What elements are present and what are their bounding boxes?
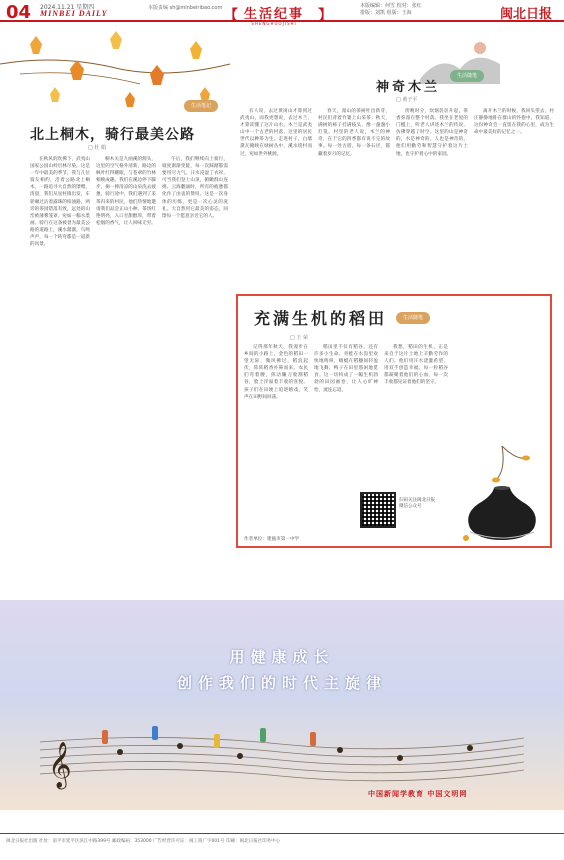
article1-text: 在秋风的吹拂下，武夷山国家公园山岭层林尽染。这是一年中最美的季节，我与几位骑友相约，沿着公路北上桐木，一路追寻大自然的馈赠。清晨，我们从星村镇出发，车轮碾过沾着露珠的柏油路，两旁的茶园错落有致，远处的山峦被薄雾笼罩，宛如一幅水墨画。骑行在这条被誉为最美公路的道路上，溪水潺潺，鸟鸣声声，每一个转弯都是一道新的风景。 <box>30 157 90 248</box>
ad-slogan: 创作我们的时代主旋律 <box>176 674 387 692</box>
page-header <box>0 0 564 26</box>
article1-text: 桐木关是九曲溪的源头，这里的空气格外清新，路边的枫叶红得耀眼，与苍翠的竹林相映成趣。我们在溪边停下脚步，掬一捧清凉的山泉洗去疲惫。骑行途中，我们遇到了采茶归来的村民，他们热情地邀请我们品尝正山小种。茶汤红艳明亮，入口甘甜醇厚，带着松烟的香气，让人回味无穷。 <box>96 157 156 226</box>
issue-date: 2024.11.21 星期四 <box>40 4 95 11</box>
section-subtitle: SHENGHUOJISHI <box>251 21 297 26</box>
article2-text: 春天，漫山的茶树吐出新芽，村民们背着竹篓上山采茶；秋天，满树的柿子挂满枝头，像一盏盏小灯笼。村里的老人说，木兰的神奇，在于它的四季都有说不完的故事。每一处古厝，每一条石径，都藏着岁月的记忆。 <box>318 109 390 157</box>
page-footer: 闽北日报社出版 社址：南平市延平区滨江中路399号 邮政编码：353000 广告经营许可证：闽工商广字001号 印刷：闽北日报社印务中心 <box>0 833 564 847</box>
editor-line: 排版：刘凯 组版：王海 <box>360 10 412 16</box>
article3-text: 我想，稻田的生机，正是来自于这片土地上辛勤劳作的人们。他们用汗水浇灌希望，用双手创造幸福。每一粒稻谷都凝聚着他们的心血，每一次丰收都见证着他们的坚守。 <box>384 345 448 386</box>
article3-column <box>244 344 308 534</box>
article3-text: 稻田里不仅有稻谷，还有许多小生命。青蛙在水沟里欢快地鸣叫，蜻蜓在稻穗间轻盈地飞舞，鸭子在田里悠闲地觅食。这一切构成了一幅生机勃勃的田园画卷，让人心旷神怡，流连忘返。 <box>314 345 378 393</box>
header-info: 本版责编 sh@minbeiribao.com <box>148 5 223 11</box>
ad-slogan: 用健康成长 <box>229 648 335 666</box>
article1-text: 午后，我们继续向上骑行，坡度渐渐变陡，每一次踩踏都需要用尽力气。汗水浸湿了衣衫，可当我们登上山顶，俯瞰群山连绵、云海翻涌时，所有的疲惫都化作了由衷的赞叹。这是一次身体的历练，更是一次心灵的洗礼。大自然用它最美的姿态，回馈每一个愿意亲近它的人。 <box>162 157 228 219</box>
section-heading <box>226 3 322 26</box>
article2-column <box>240 108 312 288</box>
article1-tag: 生活笔记 <box>184 100 218 112</box>
qr-caption: 扫码关注闽北日报微信公众号 <box>399 498 435 509</box>
editor-info <box>360 3 480 17</box>
article3-author: □ 王 荣 <box>290 335 308 341</box>
brand-name: MINBEI DAILY <box>40 9 108 18</box>
qr-code[interactable] <box>360 492 396 528</box>
bracket-left-icon: 【 <box>224 8 238 24</box>
article1-column <box>30 156 90 586</box>
article2-tag: 生活随笔 <box>450 70 484 82</box>
article3-column <box>314 344 378 489</box>
section-title: 生活纪事 <box>243 7 304 22</box>
editor-line: 本版编辑：何雪 校对：张红 <box>360 3 422 9</box>
page-number: 04 <box>6 2 32 23</box>
newspaper-logo: 闽北日报 <box>500 6 553 21</box>
article2-column <box>474 108 554 288</box>
article2-text: 傍晚时分，炊烟袅袅升起，茶香弥漫在整个村落。我坐在老屋的门槛上，听老人讲述木兰的传说，仿佛穿越了时空。这里的山是神奇的，水是神奇的，人也是神奇的，他们用勤劳和智慧守护着这片土地，也守护着心中的家园。 <box>396 109 468 157</box>
article1-column <box>162 156 228 586</box>
article2-text: 离开木兰的时候，我回头望去，村庄静静地卧在群山的怀抱中。我知道，这份神奇会一直留在我的心里，成为生命中最美好的记忆之一。 <box>474 109 554 136</box>
article2-column <box>318 108 390 288</box>
ad-sponsor: 中国新闻学教育 中国文明网 <box>368 790 468 798</box>
bracket-right-icon: 】 <box>318 8 332 24</box>
article1-column <box>96 156 156 586</box>
article3-tag: 生活随笔 <box>396 312 430 324</box>
article2-title: 神奇木兰 <box>376 79 441 94</box>
article3-column <box>384 344 448 489</box>
article3-text: 记得那年秋天，我漫步在乡间的小路上，金色的稻田一望无际，微风拂过，稻浪起伏，阵阵稻香扑鼻而来。农民们弯着腰，挥动镰刀收割稻谷，脸上洋溢着丰收的喜悦。孩子们在田埂上追逐嬉戏，笑声在田野间回荡。 <box>244 345 308 400</box>
article2-author: □ 黄子平 <box>396 97 418 103</box>
svg-text:𝄞: 𝄞 <box>48 742 72 788</box>
article3-title: 充满生机的稻田 <box>254 309 388 328</box>
article1-title: 北上桐木，骑行最美公路 <box>30 127 195 143</box>
music-staff-illustration <box>40 712 524 792</box>
article2-text: 有人说，去过黄岗山才算到过武夷山，而我更想说，去过木兰，才算读懂了这片山水。木兰是武夷山中一个古老的村落，这里的居民世代以种茶为生。走进村子，白墙黛瓦掩映在绿树丛中，溪水绕村而过，宛如世外桃源。 <box>240 109 312 157</box>
article1-author: □ 杜 娟 <box>88 145 106 151</box>
article2-column <box>396 108 468 288</box>
vase-illustration <box>456 440 548 544</box>
article3-footer: 作者单位：建瓯市第一中学 <box>244 537 300 542</box>
